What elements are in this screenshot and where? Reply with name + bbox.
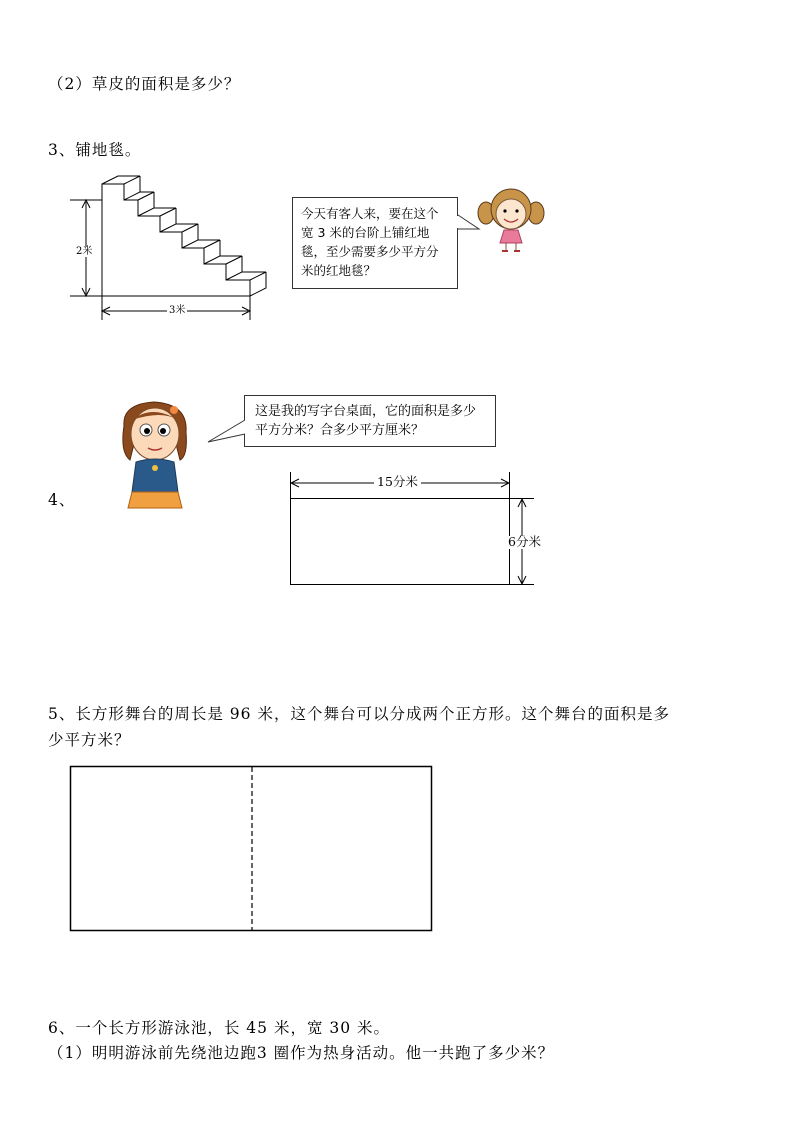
question-6-part-1: （1）明明游泳前先绕池边跑3 圈作为热身活动。他一共跑了多少米？ bbox=[48, 1044, 555, 1062]
question-2-part-2: （2）草皮的面积是多少？ bbox=[48, 75, 241, 93]
desk-length-label: 15分米 bbox=[374, 476, 421, 489]
question-6-line-1: 6、一个长方形游泳池，长 45 米，宽 30 米。 bbox=[48, 1019, 391, 1037]
speech-bubble-tail-icon bbox=[208, 420, 248, 440]
question-4-number: 4、 bbox=[48, 491, 76, 509]
stair-height-label: 2米 bbox=[76, 246, 93, 257]
question-5-line-2: 少平方米？ bbox=[48, 731, 131, 749]
question-3-title: 3、铺地毯。 bbox=[48, 141, 142, 159]
speech-line: 这是我的写字台桌面，它的面积是多少 bbox=[255, 404, 477, 419]
desk-rectangle-diagram bbox=[288, 472, 538, 592]
girl-cartoon-icon bbox=[112, 396, 202, 511]
girl-pigtails-icon bbox=[476, 185, 546, 255]
staircase-diagram bbox=[68, 172, 288, 322]
speech-line: 宽 3 米的台阶上铺红地 bbox=[301, 225, 430, 240]
speech-line: 毯，至少需要多少平方分 bbox=[301, 244, 439, 259]
stage-rectangle-diagram bbox=[69, 765, 433, 933]
speech-bubble-carpet bbox=[292, 197, 458, 289]
speech-line: 今天有客人来，要在这个 bbox=[301, 206, 439, 221]
speech-bubble-desk bbox=[244, 395, 496, 447]
desk-width-label: 6分米 bbox=[508, 534, 541, 549]
speech-line: 米的红地毯？ bbox=[301, 263, 377, 278]
speech-line: 平方分米？合多少平方厘米？ bbox=[255, 423, 425, 438]
stair-width-label: 3米 bbox=[169, 305, 186, 316]
question-5-line-1: 5、长方形舞台的周长是 96 米，这个舞台可以分成两个正方形。这个舞台的面积是多 bbox=[48, 705, 670, 723]
